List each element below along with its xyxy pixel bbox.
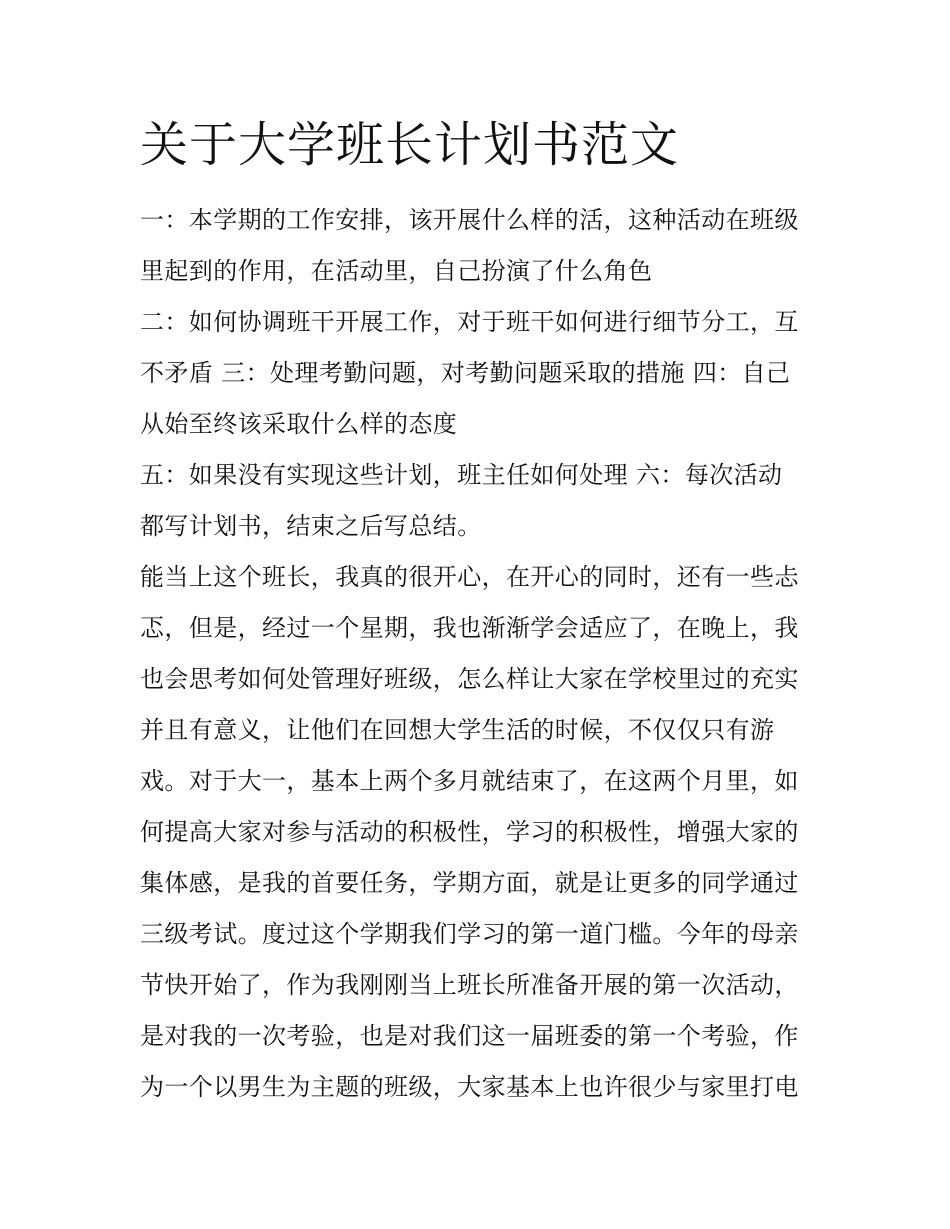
body-line: 里起到的作用，在活动里，自己扮演了什么角色 xyxy=(140,257,653,285)
body-line: 戏。对于大一，基本上两个多月就结束了，在这两个月里，如 xyxy=(140,767,799,795)
body-line: 也会思考如何处管理好班级，怎么样让大家在学校里过的充实 xyxy=(140,665,799,693)
body-line: 三级考试。度过这个学期我们学习的第一道门槛。今年的母亲 xyxy=(140,920,799,948)
body-line: 二：如何协调班干开展工作，对于班干如何进行细节分工，互 xyxy=(140,308,799,336)
body-line: 一：本学期的工作安排，该开展什么样的活，这种活动在班级 xyxy=(140,206,799,234)
body-line: 五：如果没有实现这些计划，班主任如何处理 六：每次活动 xyxy=(140,461,783,489)
body-line: 为一个以男生为主题的班级，大家基本上也许很少与家里打电 xyxy=(140,1073,799,1101)
body-line: 并且有意义，让他们在回想大学生活的时候，不仅仅只有游 xyxy=(140,716,775,744)
body-line: 都写计划书，结束之后写总结。 xyxy=(140,512,482,540)
body-line: 何提高大家对参与活动的积极性，学习的积极性，增强大家的 xyxy=(140,818,799,846)
body-line: 从始至终该采取什么样的态度 xyxy=(140,410,458,438)
body-line: 是对我的一次考验，也是对我们这一届班委的第一个考验，作 xyxy=(140,1022,799,1050)
body-line: 不矛盾 三：处理考勤问题，对考勤问题采取的措施 四：自己 xyxy=(140,359,791,387)
body-line: 能当上这个班长，我真的很开心，在开心的同时，还有一些忐 xyxy=(140,563,799,591)
body-line: 忑，但是，经过一个星期，我也渐渐学会适应了，在晚上，我 xyxy=(140,614,799,642)
document-title: 关于大学班长计划书范文 xyxy=(140,117,680,173)
body-line: 集体感，是我的首要任务，学期方面，就是让更多的同学通过 xyxy=(140,869,799,897)
body-line: 节快开始了，作为我刚刚当上班长所准备开展的第一次活动， xyxy=(140,971,799,999)
